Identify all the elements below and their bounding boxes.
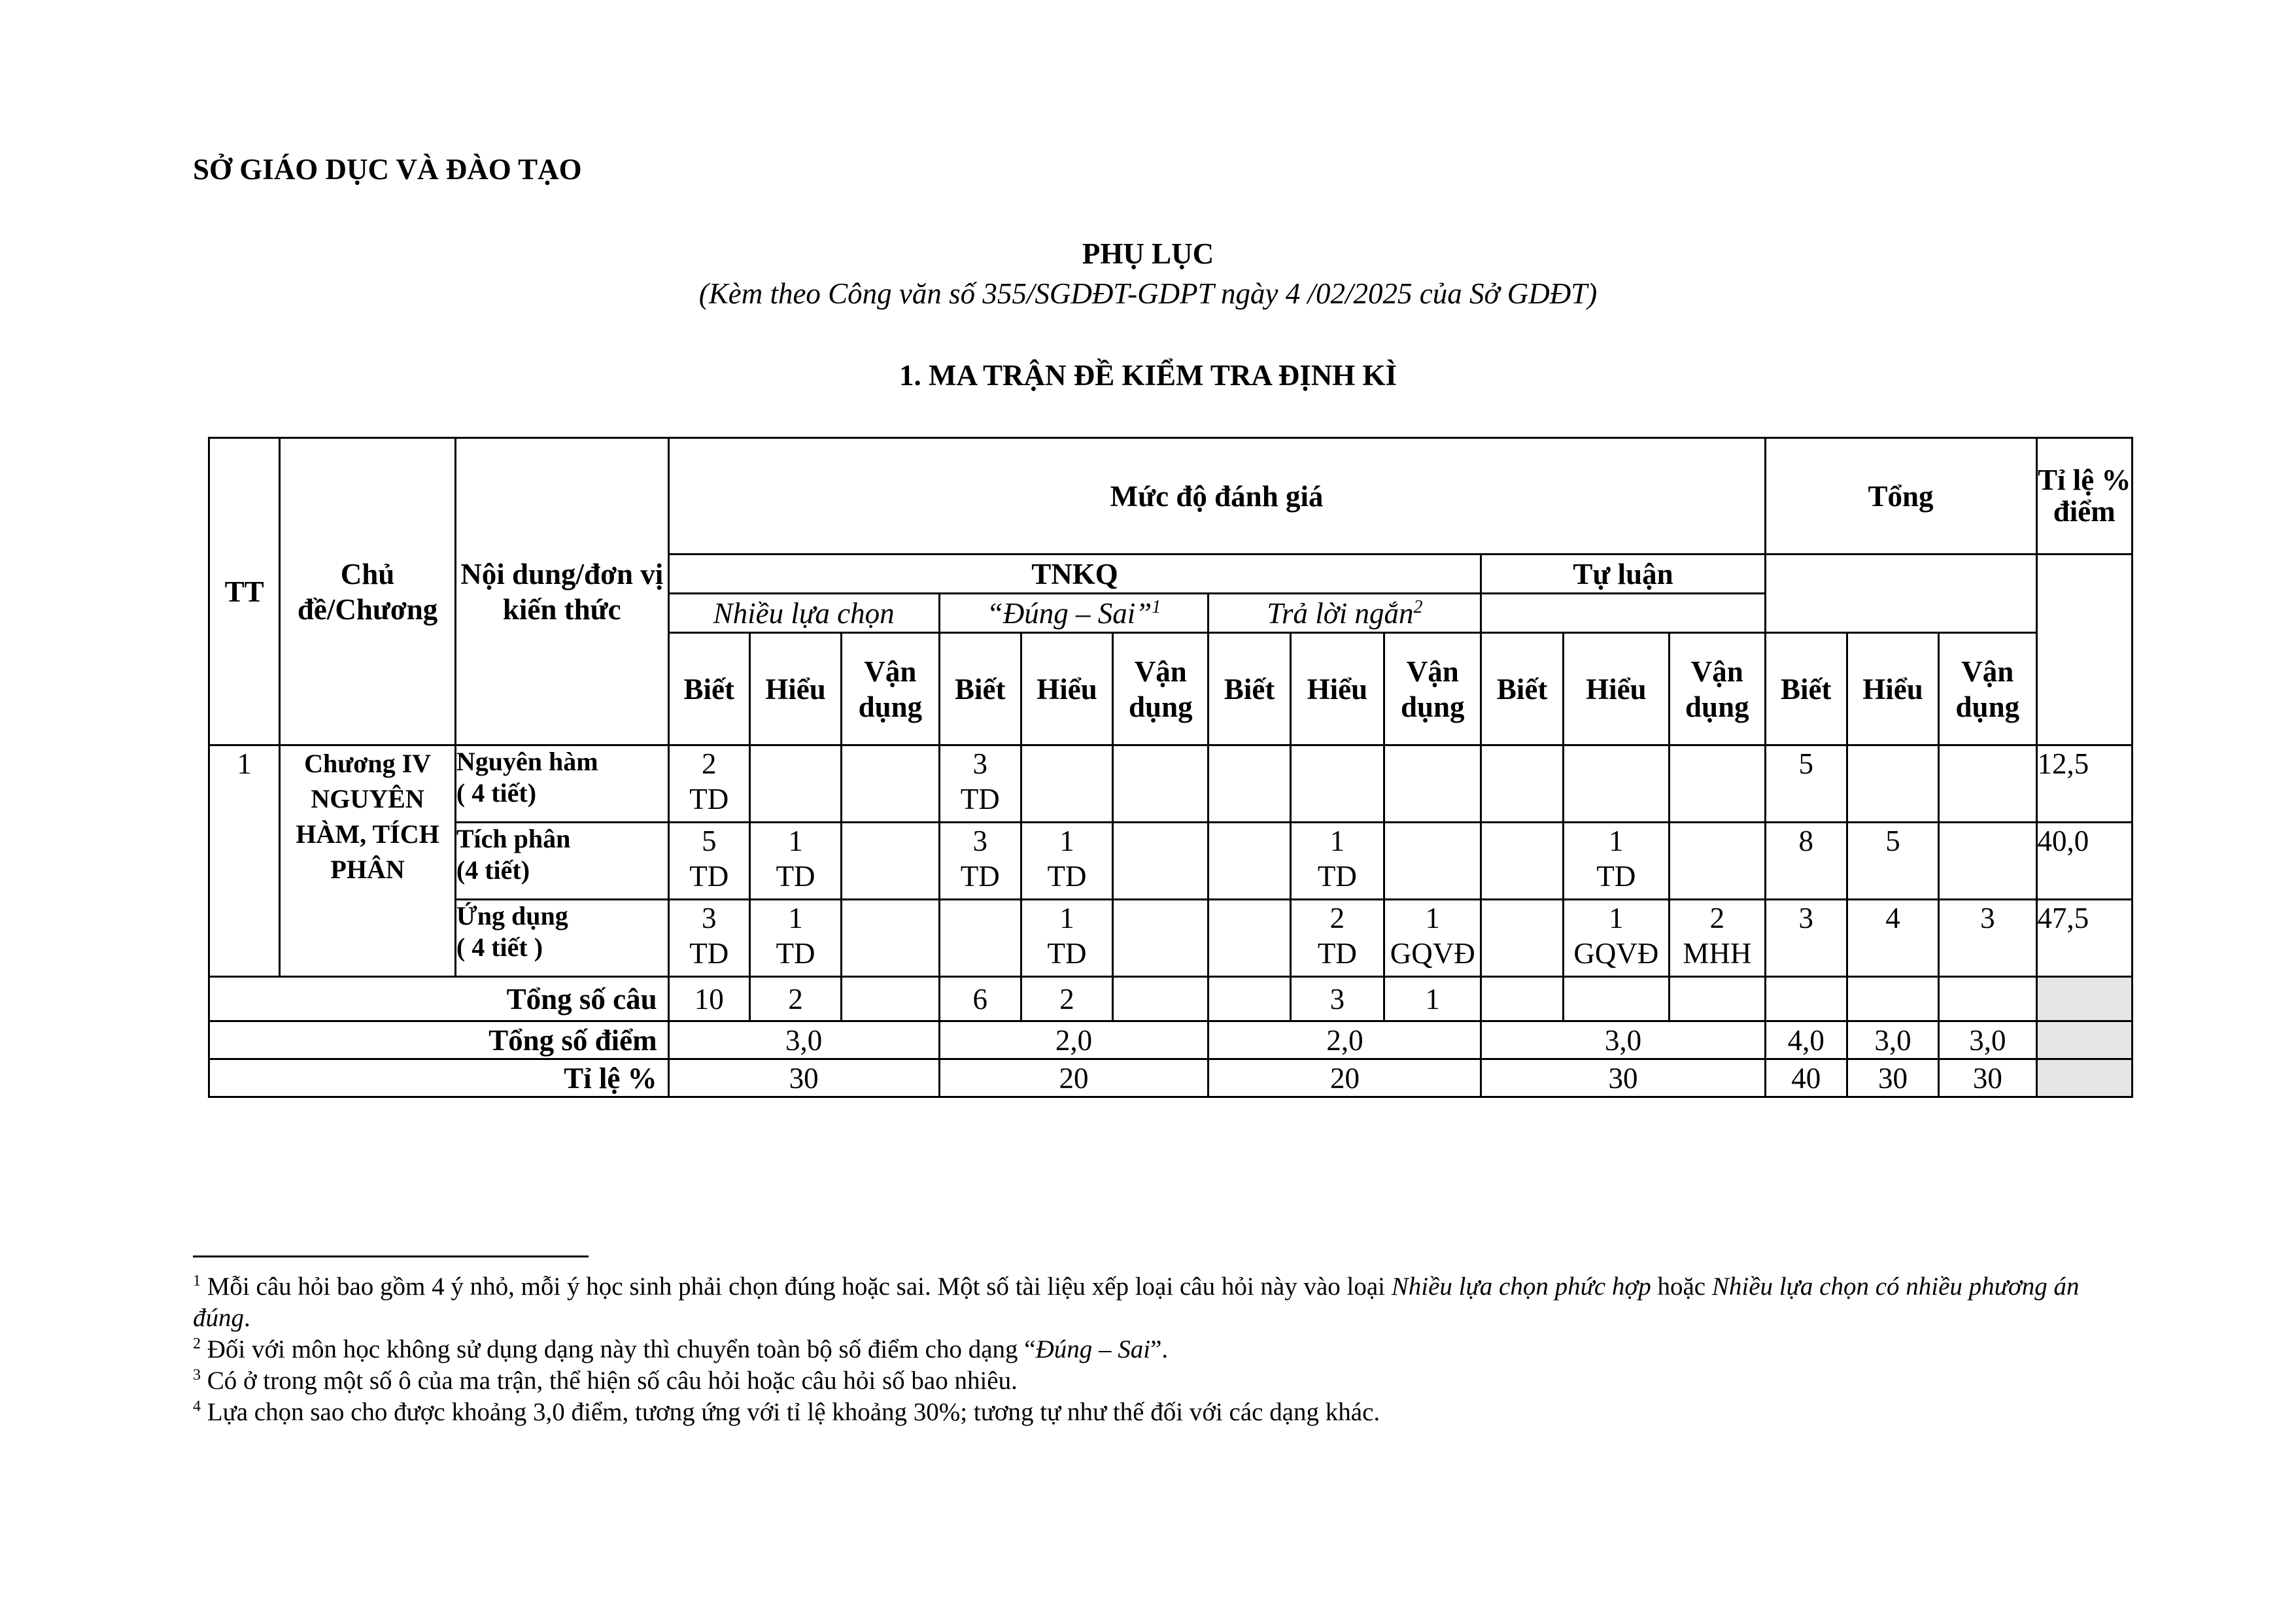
sum-cell: 2 — [749, 977, 841, 1021]
percent-total-understand: 30 — [1847, 1059, 1938, 1097]
cell-code: TD — [1596, 860, 1636, 893]
cell-tf-apply — [1113, 900, 1208, 977]
sum-cell — [1939, 977, 2036, 1021]
content-unit-period: ( 4 tiết) — [456, 778, 537, 808]
cell-total-understand — [1847, 745, 1938, 823]
short-answer-header — [1208, 594, 1481, 633]
content-unit — [455, 823, 668, 900]
cell-count: 3 — [702, 902, 717, 934]
cell-code: TD — [689, 937, 729, 970]
sum-cell: 10 — [668, 977, 749, 1021]
cell-mc-understand — [749, 823, 841, 900]
cell-essay-apply — [1670, 900, 1765, 977]
sum-cell: 6 — [939, 977, 1021, 1021]
percent-short-answer: 20 — [1208, 1059, 1481, 1097]
footnote-emphasis: Đúng – Sai — [1035, 1335, 1151, 1363]
sum-cell — [1563, 977, 1669, 1021]
cell-total-understand: 5 — [1847, 823, 1938, 900]
cell-code: TD — [776, 860, 815, 893]
footnote-number: 4 — [193, 1398, 201, 1415]
cell-sa-understand — [1290, 900, 1384, 977]
tnkq-header: TNKQ — [668, 555, 1481, 594]
level-know: Biết — [1208, 633, 1290, 745]
sum-cell — [1765, 977, 1847, 1021]
footnote-emphasis: Nhiều lựa chọn có nhiều phương án đúng — [193, 1273, 2080, 1332]
content-unit-period: ( 4 tiết ) — [456, 932, 543, 962]
cell-count: 1 — [1059, 902, 1074, 934]
cell-sa-know — [1208, 745, 1290, 823]
sum-cell: 3 — [1290, 977, 1384, 1021]
footnote-4 — [193, 1397, 2116, 1428]
cell-sa-understand — [1290, 745, 1384, 823]
cell-total-know: 3 — [1765, 900, 1847, 977]
level-apply: Vận dụng — [1939, 633, 2036, 745]
cell-code: TD — [1047, 860, 1087, 893]
cell-sa-understand — [1290, 823, 1384, 900]
level-apply: Vận dụng — [1670, 633, 1765, 745]
cell-mc-apply — [842, 823, 939, 900]
true-false-label: “Đúng – Sai” — [986, 596, 1152, 630]
cell-count: 2 — [1329, 902, 1345, 934]
sum-cell — [1481, 977, 1563, 1021]
level-know: Biết — [1765, 633, 1847, 745]
percent-total-apply: 30 — [1939, 1059, 2036, 1097]
cell-code: TD — [960, 783, 1000, 815]
total-questions-label: Tổng số câu — [209, 977, 669, 1021]
cell-tf-know — [939, 900, 1021, 977]
content-unit-title: Nguyên hàm — [456, 747, 598, 776]
cell-count: 5 — [702, 825, 717, 857]
content-unit — [455, 745, 668, 823]
total-points-label: Tổng số điểm — [209, 1021, 669, 1059]
cell-code: TD — [689, 860, 729, 893]
footnote-text: Có ở trong một số ô của ma trận, thể hiện số câu hỏi hoặc câu hỏi số bao nhiêu. — [201, 1367, 1018, 1395]
org-name: SỞ GIÁO DỤC VÀ ĐÀO TẠO — [193, 153, 582, 186]
section-title: 1. MA TRẬN ĐỀ KIỂM TRA ĐỊNH KÌ — [899, 359, 1397, 392]
assessment-level-header: Mức độ đánh giá — [668, 438, 1765, 555]
percent-label: Tỉ lệ % — [209, 1059, 669, 1097]
multiple-choice-header: Nhiều lựa chọn — [668, 594, 939, 633]
chapter-name-line2: NGUYÊN HÀM, TÍCH PHÂN — [296, 784, 439, 884]
cell-code: TD — [1317, 860, 1357, 893]
sum-cell — [1113, 977, 1208, 1021]
cell-count: 1 — [1425, 902, 1441, 934]
points-essay: 3,0 — [1481, 1021, 1765, 1059]
footnote-number: 1 — [193, 1273, 201, 1290]
cell-total-apply: 3 — [1939, 900, 2036, 977]
footnote-text: hoặc — [1651, 1273, 1712, 1301]
points-true-false: 2,0 — [939, 1021, 1208, 1059]
essay-blank-cell — [1481, 594, 1765, 633]
cell-sa-apply — [1384, 823, 1481, 900]
percent-essay: 30 — [1481, 1059, 1765, 1097]
cell-total-know: 5 — [1765, 745, 1847, 823]
assessment-matrix-table — [208, 437, 2133, 1098]
cell-count: 2 — [702, 747, 717, 780]
cell-essay-understand — [1563, 900, 1669, 977]
content-unit-period: (4 tiết) — [456, 855, 530, 885]
content-unit — [455, 900, 668, 977]
footnote-number: 2 — [193, 1335, 201, 1352]
cell-essay-know — [1481, 745, 1563, 823]
shaded-cell — [2036, 1059, 2133, 1097]
cell-tf-know — [939, 823, 1021, 900]
cell-total-apply — [1939, 823, 2036, 900]
cell-ratio: 40,0 — [2036, 823, 2133, 900]
level-know: Biết — [668, 633, 749, 745]
table-row — [209, 900, 2133, 977]
percent-true-false: 20 — [939, 1059, 1208, 1097]
cell-mc-know — [668, 823, 749, 900]
cell-count: 1 — [1329, 825, 1345, 857]
cell-tf-understand — [1021, 745, 1112, 823]
shaded-cell — [2036, 1021, 2133, 1059]
cell-ratio: 12,5 — [2036, 745, 2133, 823]
cell-sa-apply — [1384, 745, 1481, 823]
cell-mc-understand — [749, 745, 841, 823]
cell-count: 1 — [1609, 902, 1624, 934]
footnote-text: Mỗi câu hỏi bao gồm 4 ý nhỏ, mỗi ý học sinh phải chọn đúng hoặc sai. Một số tài liệu xếp loại câu hỏi này vào loại — [201, 1273, 1392, 1301]
cell-count: 1 — [1059, 825, 1074, 857]
cell-essay-apply — [1670, 823, 1765, 900]
ratio-header: Tỉ lệ % điểm — [2036, 438, 2133, 555]
footnote-number: 3 — [193, 1367, 201, 1384]
total-blank-cell — [1765, 555, 2036, 633]
cell-tf-apply — [1113, 823, 1208, 900]
chapter-index: 1 — [209, 745, 280, 977]
level-apply: Vận dụng — [1113, 633, 1208, 745]
content-header: Nội dung/đơn vị kiến thức — [455, 438, 668, 745]
level-understand: Hiểu — [1563, 633, 1669, 745]
total-questions-row — [209, 977, 2133, 1021]
cell-mc-know — [668, 745, 749, 823]
footnote-text: ”. — [1150, 1335, 1169, 1363]
percent-multiple-choice: 30 — [668, 1059, 939, 1097]
table-row — [209, 823, 2133, 900]
points-total-understand: 3,0 — [1847, 1021, 1938, 1059]
cell-mc-know — [668, 900, 749, 977]
cell-code: TD — [960, 860, 1000, 893]
cell-tf-know — [939, 745, 1021, 823]
page-title: PHỤ LỤC — [1082, 237, 1214, 270]
sum-cell — [1847, 977, 1938, 1021]
cell-essay-understand — [1563, 823, 1669, 900]
total-header: Tổng — [1765, 438, 2036, 555]
cell-mc-apply — [842, 900, 939, 977]
points-total-know: 4,0 — [1765, 1021, 1847, 1059]
cell-essay-understand — [1563, 745, 1669, 823]
footnote-ref-2: 2 — [1413, 596, 1423, 617]
footnote-text: Lựa chọn sao cho được khoảng 3,0 điểm, tương ứng với tỉ lệ khoảng 30%; tương tự như thế đối với các dạng khác. — [201, 1398, 1380, 1426]
level-understand: Hiểu — [749, 633, 841, 745]
cell-code: GQVĐ — [1390, 937, 1475, 970]
essay-header: Tự luận — [1481, 555, 1765, 594]
percent-total-know: 40 — [1765, 1059, 1847, 1097]
cell-sa-know — [1208, 823, 1290, 900]
cell-tf-apply — [1113, 745, 1208, 823]
cell-mc-apply — [842, 745, 939, 823]
shaded-cell — [2036, 977, 2133, 1021]
cell-essay-know — [1481, 823, 1563, 900]
cell-total-understand: 4 — [1847, 900, 1938, 977]
sum-cell — [1208, 977, 1290, 1021]
points-total-apply: 3,0 — [1939, 1021, 2036, 1059]
footnote-ref-1: 1 — [1152, 596, 1161, 617]
points-short-answer: 2,0 — [1208, 1021, 1481, 1059]
header-row-1 — [209, 438, 2133, 555]
ratio-blank-cell — [2036, 555, 2133, 745]
cell-count: 2 — [1709, 902, 1725, 934]
cell-mc-understand — [749, 900, 841, 977]
footnote-emphasis: Nhiều lựa chọn phức hợp — [1391, 1273, 1651, 1301]
content-unit-title: Ứng dụng — [456, 901, 568, 931]
footnote-3 — [193, 1365, 2116, 1397]
sum-cell — [1670, 977, 1765, 1021]
total-points-row — [209, 1021, 2133, 1059]
sum-cell: 2 — [1021, 977, 1112, 1021]
cell-tf-understand — [1021, 900, 1112, 977]
true-false-header — [939, 594, 1208, 633]
cell-count: 1 — [788, 902, 803, 934]
level-apply: Vận dụng — [1384, 633, 1481, 745]
level-know: Biết — [939, 633, 1021, 745]
level-understand: Hiểu — [1290, 633, 1384, 745]
cell-tf-understand — [1021, 823, 1112, 900]
cell-code: TD — [1047, 937, 1087, 970]
table-row — [209, 745, 2133, 823]
footnote-text: Đối với môn học không sử dụng dạng này thì chuyển toàn bộ số điểm cho dạng “ — [201, 1335, 1036, 1363]
cell-total-know: 8 — [1765, 823, 1847, 900]
percent-row — [209, 1059, 2133, 1097]
points-multiple-choice: 3,0 — [668, 1021, 939, 1059]
footnote-1 — [193, 1271, 2116, 1333]
footnote-2 — [193, 1334, 2116, 1365]
level-understand: Hiểu — [1021, 633, 1112, 745]
tt-header: TT — [209, 438, 280, 745]
cell-count: 1 — [1609, 825, 1624, 857]
cell-count: 1 — [788, 825, 803, 857]
cell-essay-apply — [1670, 745, 1765, 823]
footnote-separator — [193, 1256, 589, 1257]
level-understand: Hiểu — [1847, 633, 1938, 745]
chapter-name-line1: Chương IV — [304, 749, 432, 778]
cell-essay-know — [1481, 900, 1563, 977]
cell-code: TD — [689, 783, 729, 815]
cell-sa-know — [1208, 900, 1290, 977]
page-subtitle: (Kèm theo Công văn số 355/SGDĐT-GDPT ngày 4 /02/2025 của Sở GDĐT) — [698, 277, 1598, 310]
level-know: Biết — [1481, 633, 1563, 745]
short-answer-label: Trả lời ngắn — [1267, 596, 1414, 630]
content-unit-title: Tích phân — [456, 824, 571, 853]
cell-code: GQVĐ — [1573, 937, 1659, 970]
cell-code: MHH — [1683, 937, 1752, 970]
cell-sa-apply — [1384, 900, 1481, 977]
cell-count: 3 — [972, 747, 987, 780]
sum-cell: 1 — [1384, 977, 1481, 1021]
cell-count: 3 — [972, 825, 987, 857]
footnote-text: . — [244, 1303, 250, 1332]
cell-total-apply — [1939, 745, 2036, 823]
chapter-name — [280, 745, 456, 977]
chapter-header: Chủ đề/Chương — [280, 438, 456, 745]
sum-cell — [842, 977, 939, 1021]
cell-code: TD — [1317, 937, 1357, 970]
level-apply: Vận dụng — [842, 633, 939, 745]
cell-ratio: 47,5 — [2036, 900, 2133, 977]
cell-code: TD — [776, 937, 815, 970]
